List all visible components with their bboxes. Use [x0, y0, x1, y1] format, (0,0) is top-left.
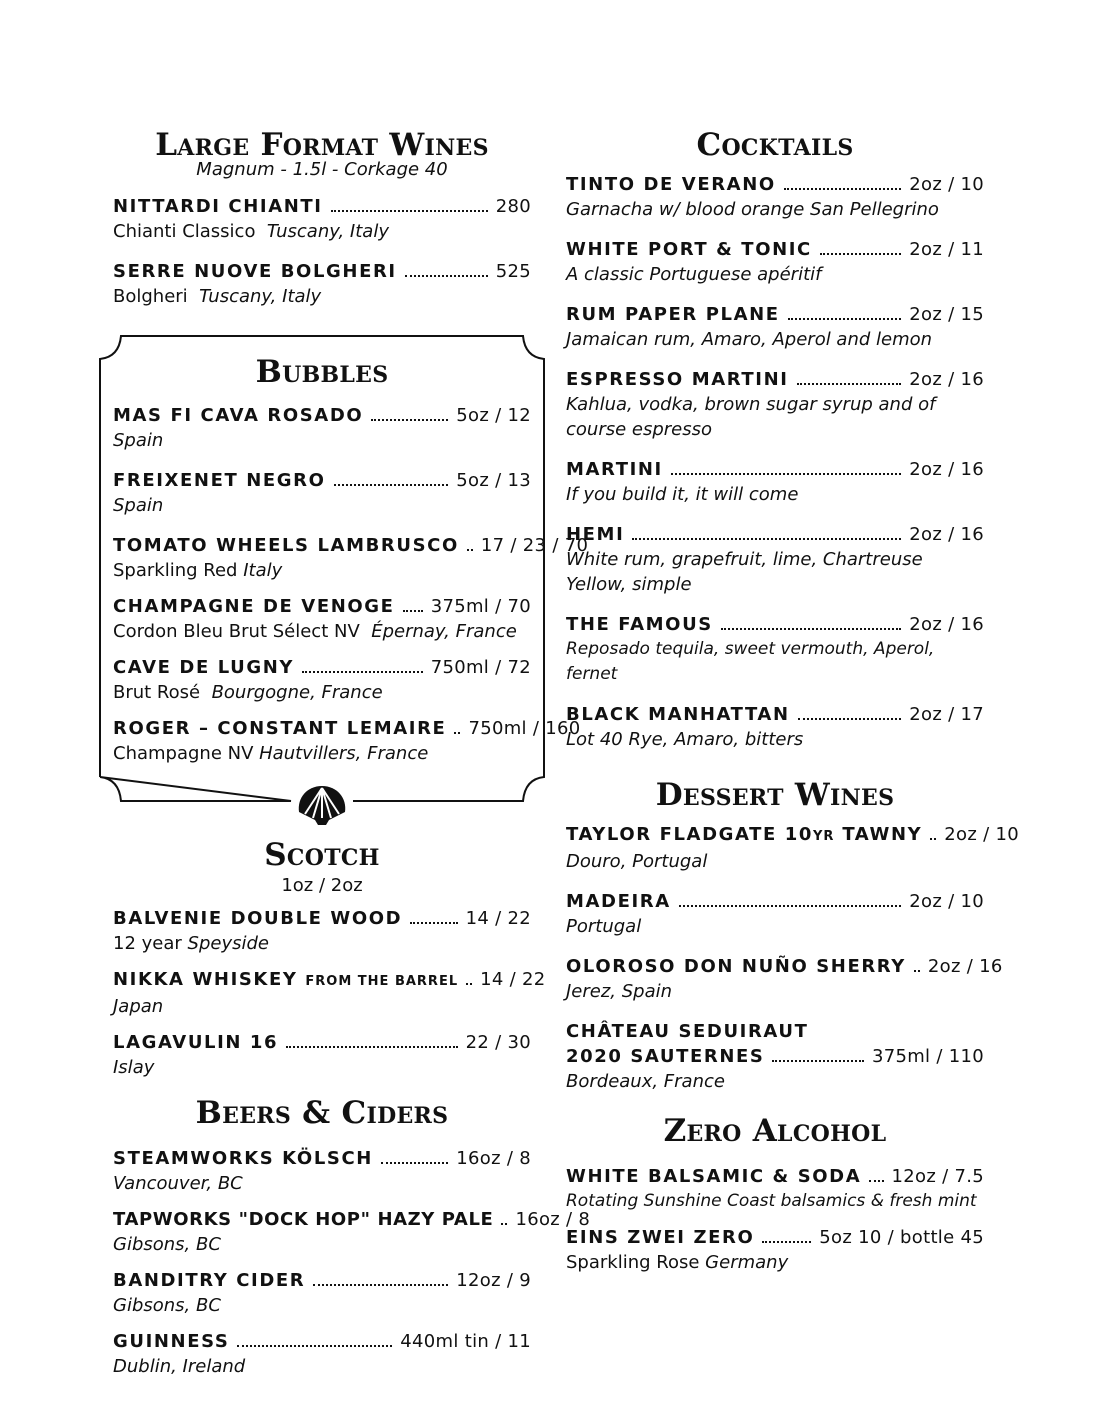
bubbles-section	[99, 335, 589, 806]
menu-item: MARTINI 2oz / 16 If you build it, it will come	[566, 459, 984, 505]
menu-item: SERRE NUOVE BOLGHERI 525 Bolgheri Tuscany, Italy	[113, 261, 531, 307]
menu-item: CHAMPAGNE DE VENOGE 375ml / 70 Cordon Bleu Brut Sélect NV Épernay, France	[113, 596, 531, 642]
menu-item: THE FAMOUS 2oz / 16 Reposado tequila, sweet vermouth, Aperol, fernet	[566, 614, 984, 684]
menu-item: WHITE PORT & TONIC 2oz / 11 A classic Portuguese apéritif	[566, 239, 984, 285]
right-column	[566, 126, 1020, 1275]
dessert-section	[566, 776, 1020, 1094]
cocktails-section	[566, 126, 984, 752]
scotch-subtitle: 1oz / 2oz	[281, 875, 363, 896]
large-format-section	[113, 126, 531, 309]
menu-item: OLOROSO DON NUÑO SHERRY 2oz / 16 Jerez, Spain	[566, 956, 1003, 1002]
dessert-heading: Dessert Wines	[655, 777, 895, 813]
menu-item: GUINNESS 440ml tin / 11 Dublin, Ireland	[113, 1331, 531, 1377]
menu-item: TINTO DE VERANO 2oz / 10 Garnacha w/ blood orange San Pellegrino	[566, 174, 984, 220]
menu-item: BANDITRY CIDER 12oz / 9 Gibsons, BC	[113, 1270, 531, 1316]
zero-alcohol-heading: Zero Alcohol	[663, 1113, 887, 1149]
menu-item: CAVE DE LUGNY 750ml / 72 Brut Rosé Bourgogne, France	[113, 657, 531, 703]
menu-item: MAS FI CAVA ROSADO 5oz / 12 Spain	[113, 405, 531, 451]
zero-alcohol-section	[566, 1112, 984, 1275]
menu-item: TAYLOR FLADGATE 10YR TAWNY 2oz / 10 Douro, Portugal	[566, 824, 1020, 872]
menu-item: LAGAVULIN 16 22 / 30 Islay	[113, 1032, 531, 1078]
menu-item: BALVENIE DOUBLE WOOD 14 / 22 12 year Speyside	[113, 908, 531, 954]
menu-item: FREIXENET NEGRO 5oz / 13 Spain	[113, 470, 531, 516]
menu-item: ESPRESSO MARTINI 2oz / 16 Kahlua, vodka, brown sugar syrup and of course espresso	[566, 369, 984, 440]
menu-item: ROGER – CONSTANT LEMAIRE 750ml / 160 Champagne NV Hautvillers, France	[113, 718, 581, 764]
bubbles-heading: Bubbles	[255, 354, 389, 390]
menu-item: WHITE BALSAMIC & SODA 12oz / 7.5 Rotating Sunshine Coast balsamics & fresh mint	[566, 1166, 984, 1211]
left-column	[113, 126, 591, 1379]
menu-item: RUM PAPER PLANE 2oz / 15 Jamaican rum, Amaro, Aperol and lemon	[566, 304, 984, 350]
menu-item: STEAMWORKS KÖLSCH 16oz / 8 Vancouver, BC	[113, 1148, 531, 1194]
large-format-heading: Large Format Wines	[155, 127, 489, 163]
menu-item: TAPWORKS "DOCK HOP" HAZY PALE 16oz / 8 Gibsons, BC	[113, 1209, 591, 1255]
menu-item: NIKKA WHISKEY FROM THE BARREL 14 / 22 Japan	[113, 969, 546, 1017]
menu-item: TOMATO WHEELS LAMBRUSCO 17 / 23 / 70 Sparkling Red Italy	[113, 535, 589, 581]
menu-item: EINS ZWEI ZERO 5oz 10 / bottle 45 Sparkling Rose Germany	[566, 1227, 984, 1273]
scotch-section	[113, 836, 546, 1080]
menu-item: BLACK MANHATTAN 2oz / 17 Lot 40 Rye, Amaro, bitters	[566, 704, 984, 750]
menu-item: CHÂTEAU SEDUIRAUT 2020 SAUTERNES 375ml / 110 Bordeaux, France	[566, 1021, 984, 1092]
cocktails-heading: Cocktails	[696, 127, 854, 163]
large-format-subtitle: Magnum - 1.5l - Corkage 40	[196, 159, 448, 180]
menu-item: NITTARDI CHIANTI 280 Chianti Classico Tuscany, Italy	[113, 196, 531, 242]
beers-section	[113, 1094, 591, 1379]
menu-item: MADEIRA 2oz / 10 Portugal	[566, 891, 984, 937]
seashell-icon	[293, 782, 351, 826]
scotch-heading: Scotch	[264, 837, 380, 873]
menu-item: HEMI 2oz / 16 White rum, grapefruit, lime, Chartreuse Yellow, simple	[566, 524, 984, 595]
beers-heading: Beers & Ciders	[195, 1095, 449, 1131]
